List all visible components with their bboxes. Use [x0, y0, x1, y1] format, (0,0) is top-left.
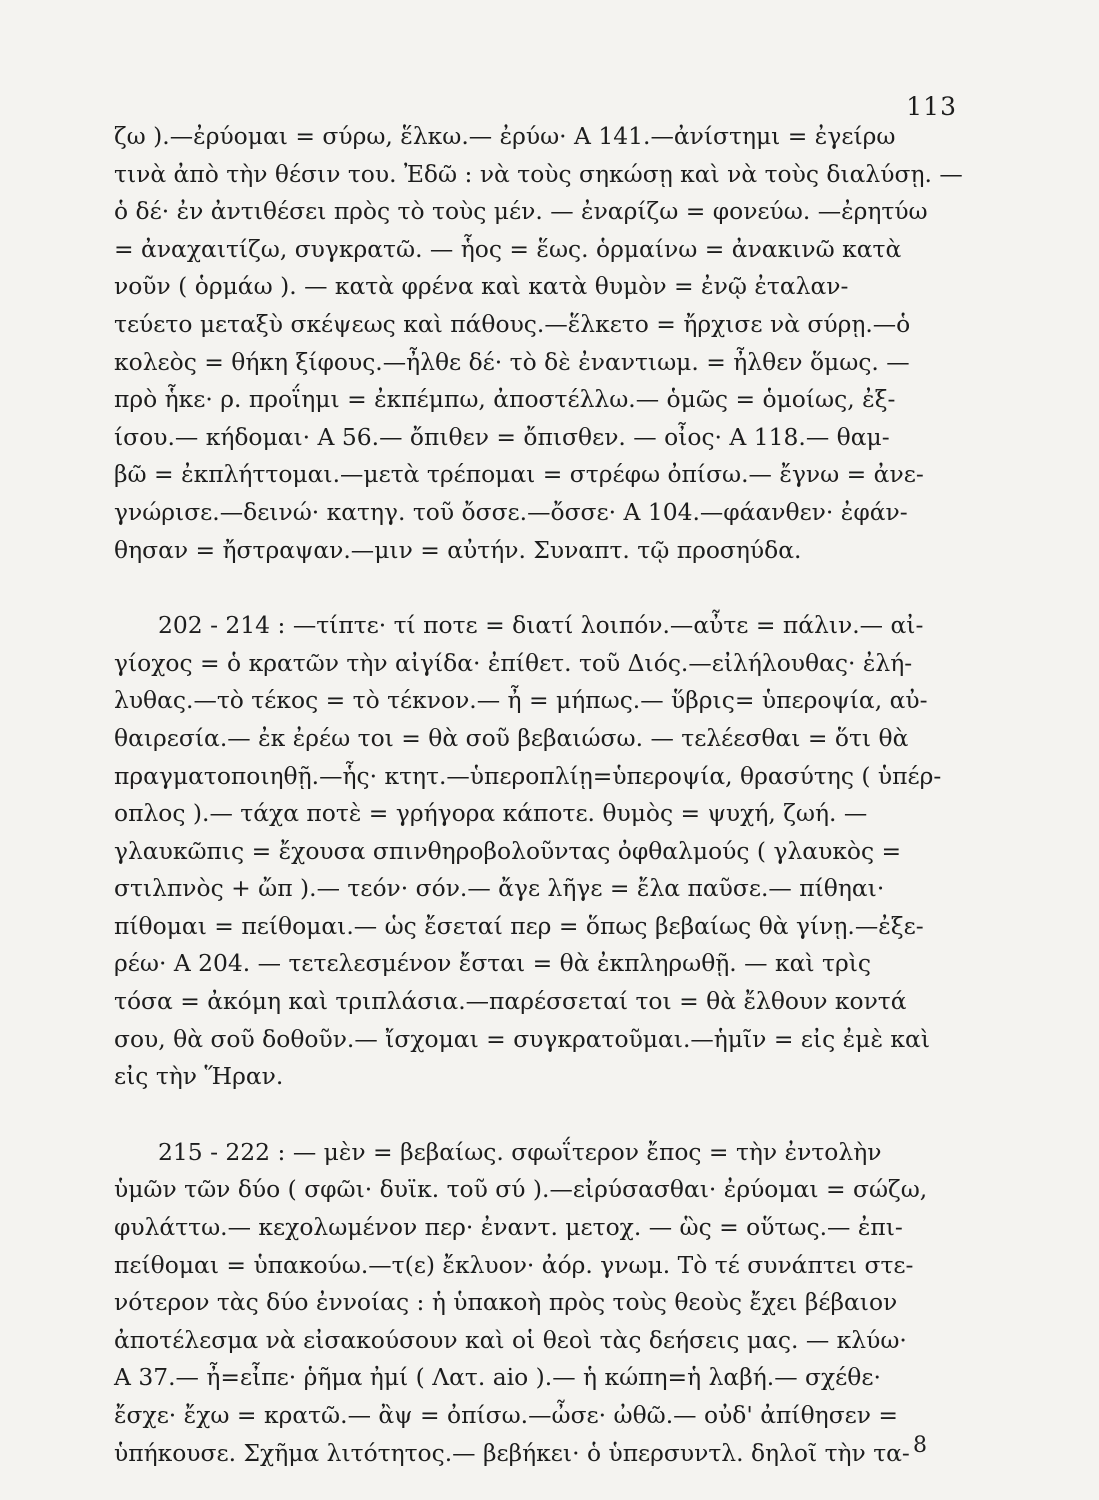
text-line: πραγματοποιηθῇ.—ἧς· κτητ.—ὑπεροπλίῃ=ὑπεροψία, θρασύτης ( ὑπέρ- [114, 761, 942, 790]
text-line: ὑπήκουσε. Σχῆμα λιτότητος.— βεβήκει· ὁ ὑπερσυντλ. δηλοῖ τὴν τα- [114, 1438, 910, 1467]
text-line: οπλος ).— τάχα ποτὲ = γρήγορα κάποτε. θυμὸς = ψυχή, ζωή. — [114, 799, 868, 828]
text-line: γλαυκῶπις = ἔχουσα σπινθηροβολοῦντας ὀφθαλμούς ( γλαυκὸς = [114, 836, 902, 865]
text-line: θησαν = ἤστραψαν.—μιν = αὐτήν. Συναπτ. τῷ προσηύδα. [114, 535, 802, 564]
text-line: 215 - 222 : — μὲν = βεβαίως. σφωΐτερον ἔπος = τὴν ἐντολὴν [158, 1137, 882, 1166]
text-line: τινὰ ἀπὸ τὴν θέσιν του. Ἐδῶ : νὰ τοὺς σηκώσῃ καὶ νὰ τοὺς διαλύσῃ. — [114, 159, 963, 188]
page-number: 113 [906, 92, 957, 121]
text-line: πίθομαι = πείθομαι.— ὡς ἔσεταί περ = ὅπως βεβαίως θὰ γίνῃ.—ἐξε- [114, 911, 924, 940]
paragraph-2 [114, 607, 944, 1096]
paragraph-1 [114, 118, 963, 569]
text-line: Α 37.— ἦ=εἶπε· ῥῆμα ἠμί ( Λατ. aio ).— ἡ κώπη=ἡ λαβή.— σχέθε· [114, 1363, 881, 1392]
text-line: κολεὸς = θήκη ξίφους.—ἦλθε δέ· τὸ δὲ ἐναντιωμ. = ἦλθεν ὅμως. — [114, 347, 910, 376]
text-line: φυλάττω.— κεχολωμένον περ· ἐναντ. μετοχ. — ὣς = οὕτως.— ἐπι- [114, 1213, 903, 1242]
text-line: ὑμῶν τῶν δύο ( σφῶι· δυϊκ. τοῦ σύ ).—εἰρύσασθαι· ἐρύομαι = σώζω, [114, 1175, 928, 1204]
text-line: νότερον τὰς δύο ἐννοίας : ἡ ὑπακοὴ πρὸς τοὺς θεοὺς ἔχει βέβαιον [114, 1288, 898, 1317]
paragraph-3 [114, 1134, 944, 1472]
text-line: ζω ).—ἐρύομαι = σύρω, ἕλκω.— ἐρύω· Α 141.—ἀνίστημι = ἐγείρω [114, 122, 896, 150]
text-line: γίοχος = ὁ κρατῶν τὴν αἰγίδα· ἐπίθετ. τοῦ Διός.—εἰλήλουθας· ἐλή- [114, 648, 913, 677]
text-line: πρὸ ἧκε· ρ. προΐημι = ἐκπέμπω, ἀποστέλλω.— ὁμῶς = ὁμοίως, ἐξ- [114, 385, 896, 414]
text-line: βῶ = ἐκπλήττομαι.—μετὰ τρέπομαι = στρέφω ὀπίσω.— ἔγνω = ἀνε- [114, 460, 924, 489]
text-line: 202 - 214 : —τίπτε· τί ποτε = διατί λοιπόν.—αὖτε = πάλιν.— αἰ- [158, 611, 924, 640]
text-line: πείθομαι = ὑπακούω.—τ(ε) ἔκλυον· ἀόρ. γνωμ. Τὸ τέ συνάπτει στε- [114, 1250, 914, 1279]
text-line: ἀποτέλεσμα νὰ εἰσακούσουν καὶ οἱ θεοὶ τὰς δεήσεις μας. — κλύω· [114, 1325, 907, 1354]
text-line: = ἀναχαιτίζω, συγκρατῶ. — ἧος = ἕως. ὁρμαίνω = ἀνακινῶ κατὰ [114, 234, 902, 263]
text-line: ἔσχε· ἔχω = κρατῶ.— ἂψ = ὀπίσω.—ὦσε· ὠθῶ.— οὐδ' ἀπίθησεν = [114, 1401, 899, 1429]
text-line: σου, θὰ σοῦ δοθοῦν.— ἴσχομαι = συγκρατοῦμαι.—ἡμῖν = εἰς ἐμὲ καὶ [114, 1024, 931, 1053]
commentary-text [114, 118, 963, 1472]
text-line: ίσου.— κήδομαι· Α 56.— ὄπιθεν = ὄπισθεν. — οἶος· Α 118.— θαμ- [114, 422, 890, 451]
signature-mark: 8 [913, 1433, 927, 1458]
text-line: τεύετο μεταξὺ σκέψεως καὶ πάθους.—ἕλκετο = ἤρχισε νὰ σύρῃ.—ὁ [114, 309, 911, 338]
text-line: θαιρεσία.— ἐκ ἐρέω τοι = θὰ σοῦ βεβαιώσω. — τελέεσθαι = ὅτι θὰ [114, 723, 909, 752]
text-line: εἰς τὴν Ἥραν. [114, 1062, 284, 1091]
text-line: νοῦν ( ὁρμάω ). — κατὰ φρένα καὶ κατὰ θυμὸν = ἐνῷ ἐταλαν- [114, 272, 849, 301]
text-line: λυθας.—τὸ τέκος = τὸ τέκνον.— ἦ = μήπως.— ὕβρις= ὑπεροψία, αὐ- [114, 686, 928, 715]
text-line: ρέω· Α 204. — τετελεσμένον ἔσται = θὰ ἐκπληρωθῇ. — καὶ τρὶς [114, 949, 871, 978]
text-line: τόσα = ἀκόμη καὶ τριπλάσια.—παρέσσεταί τοι = θὰ ἔλθουν κοντά [114, 987, 907, 1016]
text-line: στιλπνὸς + ὤπ ).— τεόν· σόν.— ἄγε λῆγε = ἔλα παῦσε.— πίθηαι· [114, 874, 885, 903]
text-line: γνώρισε.—δεινώ· κατηγ. τοῦ ὄσσε.—ὄσσε· Α 104.—φάανθεν· ἐφάν- [114, 497, 908, 526]
text-line: ὁ δέ· ἐν ἀντιθέσει πρὸς τὸ τοὺς μέν. — ἐναρίζω = φονεύω. —ἐρητύω [114, 197, 928, 226]
